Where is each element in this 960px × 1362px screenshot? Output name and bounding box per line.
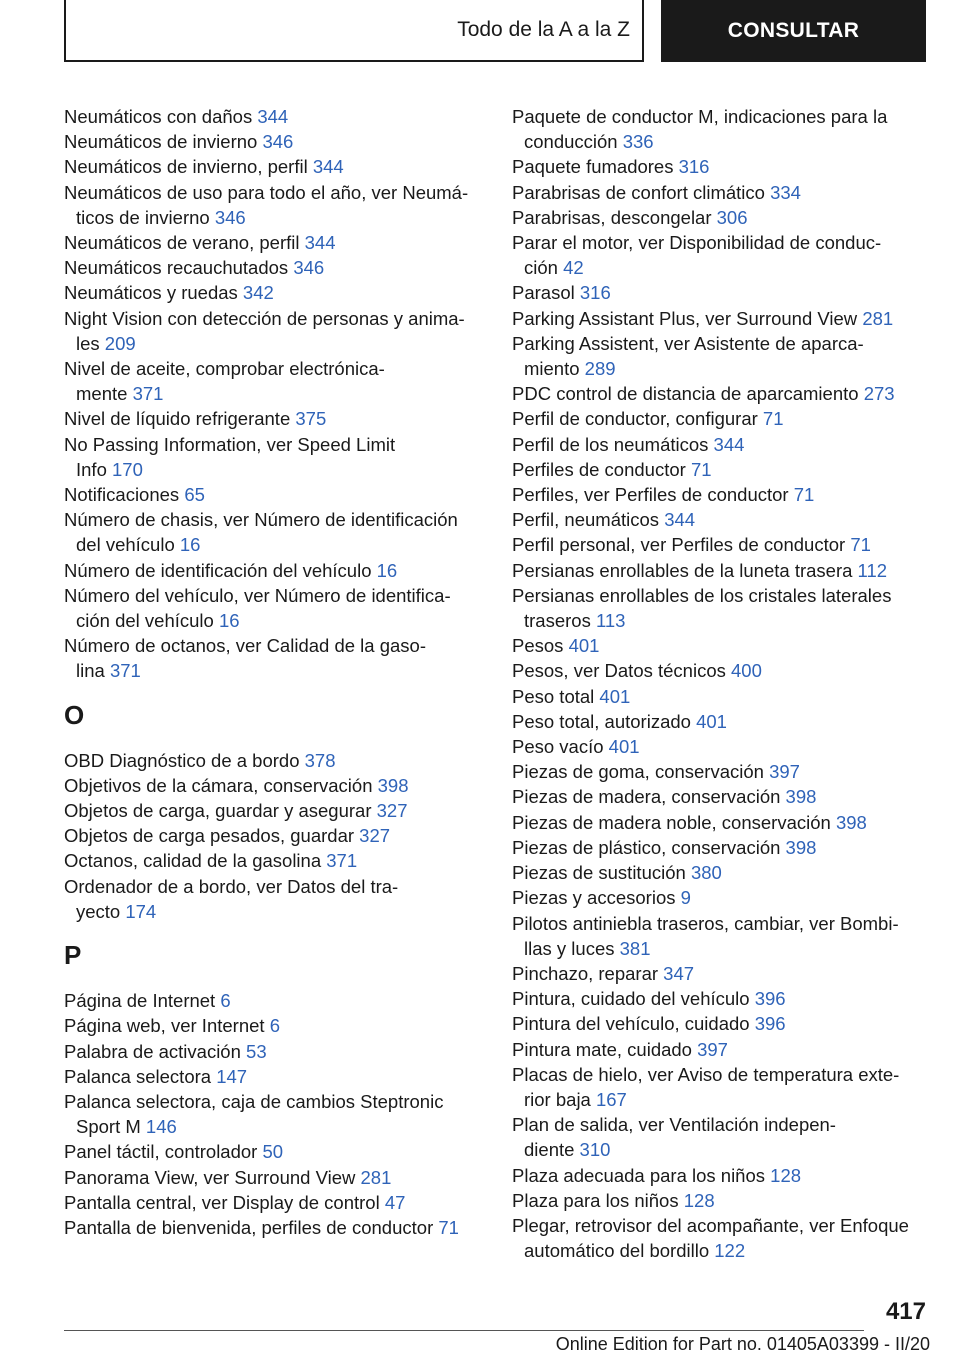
- page-link[interactable]: 16: [218, 610, 240, 632]
- page-link[interactable]: 344: [312, 156, 344, 178]
- entry-text: Parabrisas de confort climático: [512, 181, 771, 203]
- entry-text: Neumáticos de invierno, perfil: [64, 156, 313, 178]
- entry-text-continued: yecto: [76, 900, 126, 922]
- page-link[interactable]: 174: [125, 900, 157, 922]
- entry-text-continued: llas y luces: [524, 937, 620, 959]
- page-link[interactable]: 167: [595, 1088, 627, 1110]
- entry-text: Página de Internet: [64, 990, 221, 1012]
- entry-text: Nivel de aceite, comprobar electrónica‐: [64, 358, 385, 380]
- page-link[interactable]: 281: [862, 307, 894, 329]
- entry-text-continued: Sport M: [76, 1116, 146, 1138]
- index-entry: [512, 1188, 927, 1213]
- page-link[interactable]: 346: [214, 206, 246, 228]
- tab-consultar[interactable]: [661, 0, 926, 62]
- entry-text: Pantalla central, ver Display de control: [64, 1191, 385, 1213]
- entry-text: Piezas de plástico, conservación: [512, 836, 786, 858]
- entry-text: Parabrisas, descongelar: [512, 206, 717, 228]
- entry-text-continued: lina: [76, 660, 110, 682]
- entry-text: Perfiles de conductor: [512, 458, 691, 480]
- page-link[interactable]: 396: [754, 1013, 786, 1035]
- entry-text: Persianas enrollables de los cristales laterales: [512, 584, 892, 606]
- entry-text-continued: ción del vehículo: [76, 610, 219, 632]
- page-link[interactable]: 6: [220, 990, 231, 1012]
- entry-text: Perfiles, ver Perfiles de conductor: [512, 484, 794, 506]
- index-entry: [512, 230, 927, 280]
- entry-text: Objetos de carga pesados, guardar: [64, 825, 360, 847]
- index-entry: [64, 583, 484, 633]
- page-link[interactable]: 209: [104, 332, 136, 354]
- entry-text: Paquete fumadores: [512, 156, 679, 178]
- entry-text-continued: conducción: [524, 131, 623, 153]
- page-link[interactable]: 398: [785, 836, 817, 858]
- page-link[interactable]: 128: [683, 1189, 715, 1211]
- page-link[interactable]: 381: [619, 937, 651, 959]
- index-entry: [512, 558, 927, 583]
- index-entry: [64, 773, 484, 798]
- page-link[interactable]: 113: [595, 610, 626, 632]
- entry-text: Nivel de líquido refrigerante: [64, 408, 296, 430]
- page-link[interactable]: 71: [438, 1216, 459, 1238]
- index-entry: [64, 1139, 484, 1164]
- page-header: [64, 0, 926, 64]
- entry-text: Peso total, autorizado: [512, 710, 697, 732]
- entries-group-n: [64, 104, 484, 684]
- entry-text-continued: les: [76, 332, 105, 354]
- index-entry: [512, 180, 927, 205]
- index-entry: [512, 734, 927, 759]
- page-link[interactable]: 401: [696, 710, 727, 732]
- entry-text: Palanca selectora: [64, 1065, 217, 1087]
- page-number: 417: [885, 1298, 926, 1325]
- index-entry: [512, 860, 927, 885]
- index-column-left: [64, 104, 484, 1240]
- index-entry: [512, 633, 927, 658]
- page-link[interactable]: 346: [262, 131, 294, 153]
- index-entry: [64, 306, 484, 356]
- entry-text: No Passing Information, ver Speed Limit: [64, 433, 396, 455]
- page-link[interactable]: 47: [384, 1191, 406, 1213]
- entry-text: Palanca selectora, caja de cambios Steptronic: [64, 1090, 444, 1112]
- entry-text: Pilotos antiniebla traseros, cambiar, ver Bombi‐: [512, 912, 899, 934]
- page-link[interactable]: 378: [304, 749, 336, 771]
- index-entry: [64, 255, 484, 280]
- page-link[interactable]: 170: [112, 458, 143, 480]
- entry-text: Palabra de activación: [64, 1040, 247, 1062]
- page-link[interactable]: 398: [377, 774, 409, 796]
- page-link[interactable]: 375: [295, 408, 327, 430]
- index-entry: [512, 205, 927, 230]
- page-link[interactable]: 71: [762, 408, 784, 430]
- index-entry: [64, 180, 484, 230]
- index-entry: [512, 154, 927, 179]
- page-link[interactable]: 53: [246, 1040, 267, 1062]
- index-entry: [512, 1163, 927, 1188]
- index-entry: [512, 784, 927, 809]
- entry-text: Persianas enrollables de la luneta trasera: [512, 559, 858, 581]
- page-link[interactable]: 71: [690, 458, 712, 480]
- index-entry: [512, 1213, 927, 1263]
- tab-consultar-label: CONSULTAR: [727, 19, 860, 42]
- index-entry: [64, 356, 484, 406]
- page-link[interactable]: 371: [109, 660, 141, 682]
- page-link[interactable]: 327: [359, 825, 391, 847]
- entry-text-continued: ción: [524, 257, 564, 279]
- entry-text: Plegar, retrovisor del acompañante, ver Enfoque: [512, 1214, 909, 1236]
- page-link[interactable]: 342: [242, 282, 274, 304]
- page-link[interactable]: 316: [678, 156, 710, 178]
- index-letter-p: P: [64, 940, 82, 971]
- page-link[interactable]: 344: [713, 433, 745, 455]
- entry-text: Peso vacío: [512, 736, 609, 758]
- entry-text-continued: ticos de invierno: [76, 206, 215, 228]
- page-link[interactable]: 6: [269, 1015, 280, 1037]
- entry-text: Número de identificación del vehículo: [64, 559, 377, 581]
- index-entry: [512, 406, 927, 431]
- index-entry: [64, 1165, 484, 1190]
- index-entry: [512, 684, 927, 709]
- entry-text: Perfil personal, ver Perfiles de conductor: [512, 534, 851, 556]
- page-link[interactable]: 344: [304, 232, 336, 254]
- entry-text: Neumáticos con daños: [64, 106, 258, 127]
- index-entry: [512, 306, 927, 331]
- page-link[interactable]: 128: [770, 1164, 802, 1186]
- index-entry: [512, 280, 927, 305]
- page-link[interactable]: 146: [145, 1116, 177, 1138]
- entry-text-continued: rior baja: [524, 1088, 596, 1110]
- index-entry: [512, 507, 927, 532]
- entry-text-continued: diente: [524, 1139, 580, 1161]
- entry-text: Perfil de conductor, configurar: [512, 408, 763, 430]
- entries-group-p: [64, 988, 484, 1240]
- page-link[interactable]: 371: [132, 383, 164, 405]
- index-entry: [512, 381, 927, 406]
- page-link[interactable]: 147: [216, 1065, 248, 1087]
- entry-text: Pintura mate, cuidado: [512, 1038, 698, 1060]
- entry-text: Objetivos de la cámara, conservación: [64, 774, 378, 796]
- entry-text: Número de chasis, ver Número de identificación: [64, 509, 458, 531]
- page-link[interactable]: 371: [326, 850, 358, 872]
- page-link[interactable]: 398: [785, 786, 817, 808]
- index-entry: [64, 748, 484, 773]
- page-link[interactable]: 344: [257, 106, 289, 127]
- index-entry: [64, 823, 484, 848]
- entries-group-o: [64, 748, 484, 924]
- page-link[interactable]: 327: [376, 800, 408, 822]
- index-entry: [64, 1190, 484, 1215]
- page-link[interactable]: 310: [579, 1139, 611, 1161]
- page-link[interactable]: 401: [608, 736, 640, 758]
- page-link[interactable]: 401: [599, 685, 631, 707]
- entry-text: Piezas y accesorios: [512, 887, 681, 909]
- footer-divider: [64, 1330, 864, 1331]
- index-entry: [64, 482, 484, 507]
- entry-text: Octanos, calidad de la gasolina: [64, 850, 327, 872]
- page-link[interactable]: 396: [754, 988, 786, 1010]
- page-link[interactable]: 336: [622, 131, 654, 153]
- page-link[interactable]: 273: [863, 383, 895, 405]
- index-entry: [64, 129, 484, 154]
- entry-text: Placas de hielo, ver Aviso de temperatura exte‐: [512, 1063, 900, 1085]
- page-link[interactable]: 316: [579, 282, 611, 304]
- entry-text: PDC control de distancia de aparcamiento: [512, 383, 864, 405]
- index-entry: [512, 1112, 927, 1162]
- page-link[interactable]: 42: [563, 257, 584, 279]
- entry-text: Paquete de conductor M, indicaciones para la: [512, 106, 888, 127]
- entry-text: Piezas de goma, conservación: [512, 761, 770, 783]
- page-link[interactable]: 9: [680, 887, 691, 909]
- entry-text: Pesos: [512, 635, 569, 657]
- entry-text: Piezas de madera noble, conservación: [512, 811, 836, 833]
- entry-text: Ordenador de a bordo, ver Datos del tra‐: [64, 875, 399, 897]
- entry-text: Neumáticos recauchutados: [64, 257, 294, 279]
- index-entry: [64, 154, 484, 179]
- entry-text: OBD Diagnóstico de a bordo: [64, 749, 305, 771]
- page-link[interactable]: 65: [184, 484, 205, 506]
- index-entry: [512, 1011, 927, 1036]
- entry-text: Número del vehículo, ver Número de identifica‐: [64, 584, 451, 606]
- index-entry: [64, 798, 484, 823]
- entry-text-continued: automático del bordillo: [524, 1240, 715, 1262]
- entry-text: Panorama View, ver Surround View: [64, 1166, 361, 1188]
- index-entry: [512, 759, 927, 784]
- page-link[interactable]: 397: [697, 1038, 728, 1060]
- index-entry: [512, 885, 927, 910]
- entry-text: Pinchazo, reparar: [512, 962, 664, 984]
- page-link[interactable]: 334: [770, 181, 801, 203]
- entry-text-continued: traseros: [524, 610, 596, 632]
- entry-text: Pantalla de bienvenida, perfiles de conductor: [64, 1216, 439, 1238]
- entry-text-continued: mente: [76, 383, 133, 405]
- entry-text: Plan de salida, ver Ventilación indepen‐: [512, 1114, 836, 1136]
- footer-edition: Online Edition for Part no. 01405A03399 - II/20: [555, 1334, 930, 1354]
- page-link[interactable]: 306: [716, 206, 748, 228]
- index-entry: [512, 331, 927, 381]
- entry-text: Objetos de carga, guardar y asegurar: [64, 800, 377, 822]
- index-entry: [512, 482, 927, 507]
- page-link[interactable]: 71: [850, 534, 871, 556]
- entry-text: Night Vision con detección de personas y anima‐: [64, 307, 465, 329]
- index-entry: [512, 709, 927, 734]
- index-entry: [64, 1064, 484, 1089]
- entry-text-continued: del vehículo: [76, 534, 180, 556]
- page-link[interactable]: 281: [360, 1166, 392, 1188]
- page-link[interactable]: 112: [857, 559, 888, 581]
- index-entry: [512, 1062, 927, 1112]
- tab-todo-a-z[interactable]: [64, 0, 644, 62]
- entry-text: Piezas de sustitución: [512, 862, 691, 884]
- index-column-right: [512, 104, 927, 1263]
- entry-text: Pintura del vehículo, cuidado: [512, 1013, 755, 1035]
- entry-text: Página web, ver Internet: [64, 1015, 270, 1037]
- entry-text-continued: Info: [76, 458, 112, 480]
- page-link[interactable]: 122: [714, 1240, 746, 1262]
- index-entry: [64, 1215, 484, 1240]
- index-entry: [64, 633, 484, 683]
- index-entry: [64, 432, 484, 482]
- entry-text: Neumáticos de uso para todo el año, ver Neumá‐: [64, 181, 469, 203]
- index-entry: [512, 911, 927, 961]
- entries-group-p-cont: [512, 104, 927, 1263]
- entry-text: Peso total: [512, 685, 600, 707]
- page-link[interactable]: 347: [663, 962, 695, 984]
- index-entry: [512, 961, 927, 986]
- page-link[interactable]: 289: [584, 358, 616, 380]
- entry-text: Parar el motor, ver Disponibilidad de conduc‐: [512, 232, 882, 254]
- entry-text: Neumáticos y ruedas: [64, 282, 243, 304]
- page-link[interactable]: 16: [179, 534, 201, 556]
- page-link[interactable]: 401: [568, 635, 600, 657]
- index-entry: [512, 104, 927, 154]
- entry-text: Piezas de madera, conservación: [512, 786, 786, 808]
- index-entry: [512, 1037, 927, 1062]
- index-entry: [64, 874, 484, 924]
- index-entry: [64, 1013, 484, 1038]
- index-entry: [512, 583, 927, 633]
- page-link[interactable]: 346: [293, 257, 325, 279]
- page-link[interactable]: 397: [769, 761, 800, 783]
- index-entry: [64, 848, 484, 873]
- index-entry: [64, 1039, 484, 1064]
- index-entry: [512, 532, 927, 557]
- entry-text-continued: miento: [524, 358, 585, 380]
- entry-text: Parking Assistent, ver Asistente de aparca‐: [512, 332, 864, 354]
- index-entry: [64, 280, 484, 305]
- page-link[interactable]: 400: [731, 660, 762, 682]
- index-letter-o: O: [64, 699, 85, 730]
- index-entry: [512, 658, 927, 683]
- page-link[interactable]: 71: [793, 484, 815, 506]
- index-entry: [64, 507, 484, 557]
- index-entry: [64, 558, 484, 583]
- page-link[interactable]: 380: [690, 862, 722, 884]
- index-entry: [512, 835, 927, 860]
- index-entry: [64, 988, 484, 1013]
- index-entry: [512, 986, 927, 1011]
- page-link[interactable]: 50: [262, 1141, 284, 1163]
- tab-todo-label: Todo de la A a la Z: [457, 18, 630, 41]
- entry-text: Plaza para los niños: [512, 1189, 684, 1211]
- page-link[interactable]: 344: [664, 509, 696, 531]
- entry-text: Perfil de los neumáticos: [512, 433, 714, 455]
- entry-text: Perfil, neumáticos: [512, 509, 665, 531]
- entry-text: Panel táctil, controlador: [64, 1141, 263, 1163]
- entry-text: Parasol: [512, 282, 580, 304]
- index-entry: [512, 457, 927, 482]
- entry-text: Parking Assistant Plus, ver Surround View: [512, 307, 863, 329]
- entry-text: Plaza adecuada para los niños: [512, 1164, 771, 1186]
- page-link[interactable]: 16: [376, 559, 398, 581]
- index-entry: [64, 1089, 484, 1139]
- entry-text: Pesos, ver Datos técnicos: [512, 660, 732, 682]
- entry-text: Neumáticos de verano, perfil: [64, 232, 305, 254]
- index-entry: [64, 230, 484, 255]
- index-entry: [64, 104, 484, 129]
- page-link[interactable]: 398: [835, 811, 867, 833]
- entry-text: Notificaciones: [64, 484, 185, 506]
- entry-text: Pintura, cuidado del vehículo: [512, 988, 755, 1010]
- index-entry: [64, 406, 484, 431]
- entry-text: Número de octanos, ver Calidad de la gaso‐: [64, 635, 426, 657]
- index-entry: [512, 810, 927, 835]
- entry-text: Neumáticos de invierno: [64, 131, 263, 153]
- index-entry: [512, 432, 927, 457]
